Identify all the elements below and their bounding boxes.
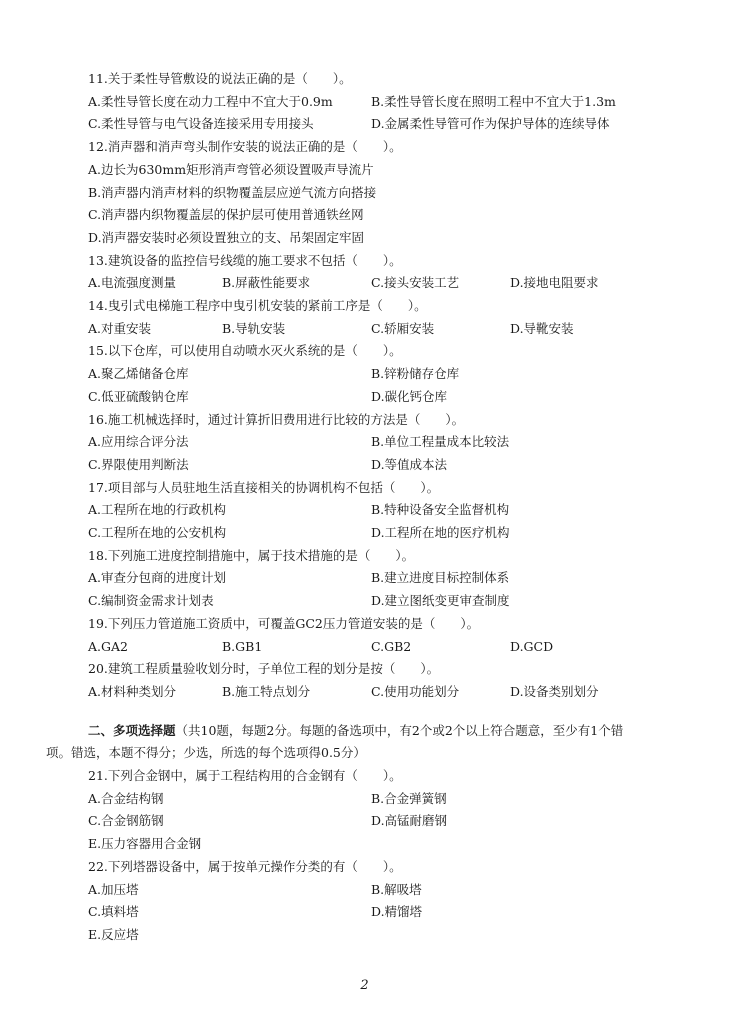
option-row — [0, 159, 729, 181]
option-d: D.精馏塔 — [371, 904, 423, 920]
option-e: E.压力容器用合金钢 — [88, 836, 202, 852]
question-row — [0, 658, 729, 680]
question-row — [0, 613, 729, 635]
option-b: B.单位工程量成本比较法 — [371, 434, 510, 450]
option-row — [0, 879, 729, 901]
option-row — [0, 318, 729, 340]
question-stem: 19.下列压力管道施工资质中，可覆盖GC2压力管道安装的是（ ）。 — [88, 615, 480, 631]
option-c: C.合金钢筋钢 — [88, 813, 164, 829]
question-stem: 18.下列施工进度控制措施中，属于技术措施的是（ ）。 — [88, 547, 415, 563]
option-row — [0, 636, 729, 658]
option-row — [0, 272, 729, 294]
option-a: A.对重安装 — [88, 320, 152, 336]
page-number: 2 — [360, 978, 369, 993]
option-c: C.消声器内织物覆盖层的保护层可使用普通铁丝网 — [88, 207, 364, 223]
question-row — [0, 765, 729, 787]
option-b: B.屏蔽性能要求 — [222, 275, 311, 291]
option-b: B.消声器内消声材料的织物覆盖层应逆气流方向搭接 — [88, 184, 377, 200]
question-row — [0, 477, 729, 499]
option-d: D.高锰耐磨钢 — [371, 813, 448, 829]
option-c: C.低亚硫酸钠仓库 — [88, 388, 189, 404]
option-a: A.电流强度测量 — [88, 275, 177, 291]
question-row — [0, 856, 729, 878]
option-row — [0, 901, 729, 923]
section-title-text: 二、多项选择题 — [88, 722, 176, 738]
section-description: （共10题，每题2分。每题的备选项中，有2个或2个以上符合题意，至少有1个错 — [175, 722, 624, 738]
option-row — [0, 833, 729, 855]
section-description-cont: 项。错选，本题不得分；少选，所选的每个选项得0.5分） — [46, 745, 366, 761]
question-row — [0, 250, 729, 272]
option-row — [0, 182, 729, 204]
option-row — [0, 431, 729, 453]
question-stem: 17.项目部与人员驻地生活直接相关的协调机构不包括（ ）。 — [88, 479, 440, 495]
option-d: D.金属柔性导管可作为保护导体的连续导体 — [371, 116, 610, 132]
question-row — [0, 136, 729, 158]
question-row — [0, 545, 729, 567]
option-row — [0, 113, 729, 135]
option-row — [0, 924, 729, 946]
option-row — [0, 227, 729, 249]
option-b: B.柔性导管长度在照明工程中不宜大于1.3m — [371, 93, 616, 109]
option-row — [0, 788, 729, 810]
section-header — [0, 720, 729, 742]
question-stem: 16.施工机械选择时，通过计算折旧费用进行比较的方法是（ ）。 — [88, 411, 465, 427]
option-d: D.碳化钙仓库 — [371, 388, 448, 404]
question-stem: 13.建筑设备的监控信号线缆的施工要求不包括（ ）。 — [88, 252, 402, 268]
option-d: D.消声器安装时必须设置独立的支、吊架固定牢固 — [88, 229, 365, 245]
question-row — [0, 68, 729, 90]
option-b: B.施工特点划分 — [222, 683, 311, 699]
option-c: C.柔性导管与电气设备连接采用专用接头 — [88, 116, 314, 132]
section-title — [88, 720, 623, 742]
option-row — [0, 681, 729, 703]
question-stem: 14.曳引式电梯施工程序中曳引机安装的紧前工序是（ ）。 — [88, 298, 427, 313]
option-row — [0, 522, 729, 544]
option-row — [0, 91, 729, 113]
option-c: C.GB2 — [371, 638, 412, 654]
option-c: C.填料塔 — [88, 904, 139, 920]
option-e: E.反应塔 — [88, 926, 139, 942]
option-c: C.界限使用判断法 — [88, 456, 189, 472]
option-c: C.使用功能划分 — [371, 683, 460, 699]
option-a: A.审查分包商的进度计划 — [88, 570, 227, 586]
question-stem: 22.下列塔器设备中，属于按单元操作分类的有（ ）。 — [88, 858, 402, 874]
question-stem: 20.建筑工程质量验收划分时，子单位工程的划分是按（ ）。 — [88, 661, 440, 677]
option-a: A.应用综合评分法 — [88, 434, 189, 450]
option-b: B.合金弹簧钢 — [371, 790, 447, 806]
option-c: C.轿厢安装 — [371, 320, 435, 336]
option-a: A.柔性导管长度在动力工程中不宜大于0.9m — [88, 93, 333, 109]
option-b: B.GB1 — [222, 638, 263, 654]
question-row — [0, 295, 729, 317]
question-row — [0, 340, 729, 362]
option-b: B.解吸塔 — [371, 881, 422, 897]
option-a: A.合金结构钢 — [88, 790, 164, 806]
option-d: D.导靴安装 — [510, 320, 574, 336]
option-d: D.GCD — [510, 638, 554, 654]
option-d: D.接地电阻要求 — [510, 275, 599, 291]
option-b: B.特种设备安全监督机构 — [371, 502, 510, 518]
option-c: C.工程所在地的公安机构 — [88, 525, 227, 540]
option-row — [0, 386, 729, 408]
option-d: D.等值成本法 — [371, 456, 448, 472]
option-c: C.接头安装工艺 — [371, 275, 460, 291]
option-a: A.聚乙烯储备仓库 — [88, 366, 189, 382]
question-stem: 21.下列合金钢中，属于工程结构用的合金钢有（ ）。 — [88, 768, 402, 783]
option-b: B.锌粉储存仓库 — [371, 366, 460, 382]
question-stem: 12.消声器和消声弯头制作安装的说法正确的是（ ）。 — [88, 139, 402, 155]
question-stem: 15.以下仓库，可以使用自动喷水灭火系统的是（ ）。 — [88, 343, 402, 359]
option-a: A.加压塔 — [88, 881, 139, 897]
section-header-cont — [0, 742, 729, 764]
question-stem: 11.关于柔性导管敷设的说法正确的是（ ）。 — [88, 71, 352, 86]
option-row — [0, 454, 729, 476]
option-row — [0, 204, 729, 226]
option-a: A.材料种类划分 — [88, 683, 177, 699]
option-row — [0, 567, 729, 589]
option-b: B.建立进度目标控制体系 — [371, 570, 510, 586]
question-row — [0, 409, 729, 431]
option-a: A.GA2 — [88, 638, 128, 654]
option-row — [0, 499, 729, 521]
option-d: D.工程所在地的医疗机构 — [371, 525, 510, 540]
option-d: D.设备类别划分 — [510, 683, 599, 699]
option-a: A.工程所在地的行政机构 — [88, 502, 227, 518]
option-c: C.编制资金需求计划表 — [88, 593, 214, 609]
option-d: D.建立图纸变更审查制度 — [371, 593, 510, 609]
option-row — [0, 590, 729, 612]
option-row — [0, 363, 729, 385]
option-a: A.边长为630mm矩形消声弯管必须设置吸声导流片 — [88, 161, 374, 177]
option-b: B.导轨安装 — [222, 320, 286, 336]
option-row — [0, 810, 729, 832]
